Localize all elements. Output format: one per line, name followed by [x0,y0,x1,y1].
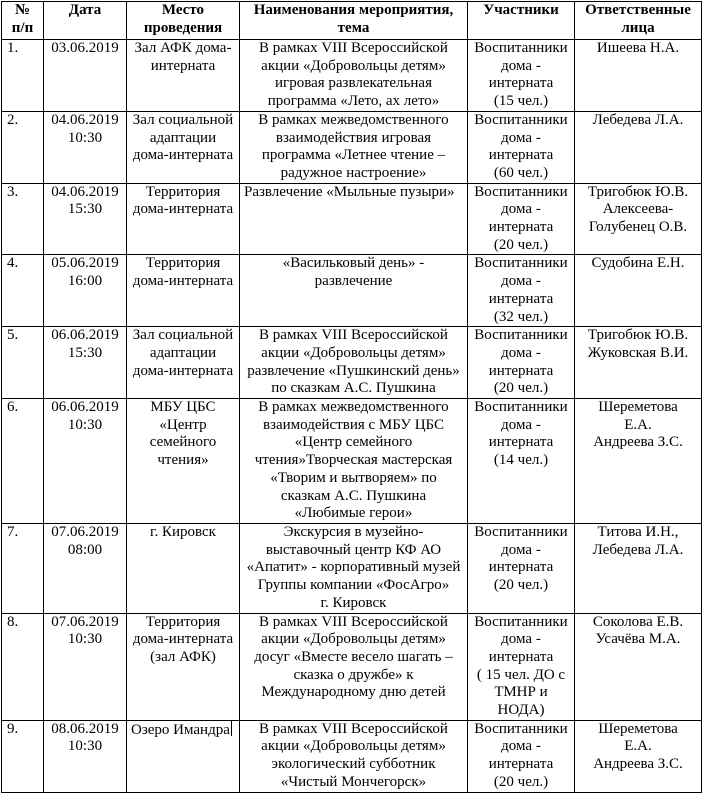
table-row [2,613,702,720]
row-num: 6. [2,399,44,524]
row-participants: Воспитанники дома - интерната (20 чел.) [468,327,575,399]
row-responsible: Титова И.Н., Лебедева Л.А. [575,523,702,613]
row-num: 8. [2,613,44,720]
row-place: Зал АФК дома- интерната [127,40,240,112]
row-date: 08.06.2019 10:30 [44,720,127,792]
table-row [2,40,702,112]
row-date: 07.06.2019 08:00 [44,523,127,613]
table-row [2,111,702,183]
row-participants: Воспитанники дома - интерната ( 15 чел. ДО с ТМНР и НОДА) [468,613,575,720]
row-participants: Воспитанники дома - интерната (20 чел.) [468,720,575,792]
row-place: Зал социальной адаптации дома-интерната [127,327,240,399]
row-responsible: Шереметова Е.А. Андреева З.С. [575,399,702,524]
row-place: г. Кировск [127,523,240,613]
row-title: В рамках межведомственного взаимодействия с МБУ ЦБС «Центр семейного чтения»Творческая мастерская «Творим и вытворяем» по сказкам А.С. Пушкина «Любимые герои» [240,399,468,524]
table-row [2,183,702,255]
row-title: Экскурсия в музейно- выставочный центр КФ АО «Апатит» - корпоративный музей Группы компании «ФосАгро» г. Кировск [240,523,468,613]
table-row [2,399,702,524]
row-responsible: Соколова Е.В. Усачёва М.А. [575,613,702,720]
row-responsible: Ишеева Н.А. [575,40,702,112]
row-num: 4. [2,255,44,327]
row-num: 5. [2,327,44,399]
row-participants: Воспитанники дома - интерната (15 чел.) [468,40,575,112]
table-row [2,523,702,613]
row-title: «Васильковый день» - развлечение [240,255,468,327]
row-date: 05.06.2019 16:00 [44,255,127,327]
row-responsible: Лебедева Л.А. [575,111,702,183]
header-title: Наименования мероприятия, тема [240,2,468,40]
events-table [1,1,702,793]
row-place: Зал социальной адаптации дома-интерната [127,111,240,183]
row-responsible: Тригобюк Ю.В. Жуковская В.И. [575,327,702,399]
row-participants: Воспитанники дома - интерната (20 чел.) [468,523,575,613]
header-responsible: Ответственные лица [575,2,702,40]
row-place: МБУ ЦБС «Центр семейного чтения» [127,399,240,524]
row-date: 06.06.2019 15:30 [44,327,127,399]
row-participants: Воспитанники дома - интерната (60 чел.) [468,111,575,183]
row-date: 04.06.2019 10:30 [44,111,127,183]
table-row [2,720,702,792]
row-participants: Воспитанники дома - интерната (32 чел.) [468,255,575,327]
row-num: 1. [2,40,44,112]
header-row [2,2,702,40]
row-place: Территория дома-интерната (зал АФК) [127,613,240,720]
row-date: 06.06.2019 10:30 [44,399,127,524]
text-cursor [231,721,232,736]
row-responsible: Тригобюк Ю.В. Алексеева- Голубенец О.В. [575,183,702,255]
header-participants: Участники [468,2,575,40]
row-title: В рамках VIII Всероссийской акции «Добровольцы детям» развлечение «Пушкинский день» по сказкам А.С. Пушкина [240,327,468,399]
row-title: В рамках VIII Всероссийской акции «Добровольцы детям» досуг «Вместе весело шагать – сказка о дружбе» к Международному дню детей [240,613,468,720]
row-title: Развлечение «Мыльные пузыри» [240,183,468,255]
row-date: 03.06.2019 [44,40,127,112]
row-place[interactable] [127,720,240,792]
row-num: 7. [2,523,44,613]
row-title: В рамках межведомственного взаимодействия игровая программа «Летнее чтение – радужное настроение» [240,111,468,183]
table-row [2,255,702,327]
row-responsible: Судобина Е.Н. [575,255,702,327]
row-num: 3. [2,183,44,255]
table-row [2,327,702,399]
header-date: Дата [44,2,127,40]
row-place: Территория дома-интерната [127,183,240,255]
row-title: В рамках VIII Всероссийской акции «Добровольцы детям» экологический субботник «Чистый Мончегорск» [240,720,468,792]
row-participants: Воспитанники дома - интерната (14 чел.) [468,399,575,524]
row-participants: Воспитанники дома - интерната (20 чел.) [468,183,575,255]
row-date: 04.06.2019 15:30 [44,183,127,255]
header-place: Место проведения [127,2,240,40]
row-num: 9. [2,720,44,792]
header-num: № п/п [2,2,44,40]
row-title: В рамках VIII Всероссийской акции «Добровольцы детям» игровая развлекательная программа «Лето, ах лето» [240,40,468,112]
row-date: 07.06.2019 10:30 [44,613,127,720]
row-place: Территория дома-интерната [127,255,240,327]
row-place-text: Озеро Имандра [131,721,230,738]
row-num: 2. [2,111,44,183]
row-responsible: Шереметова Е.А. Андреева З.С. [575,720,702,792]
